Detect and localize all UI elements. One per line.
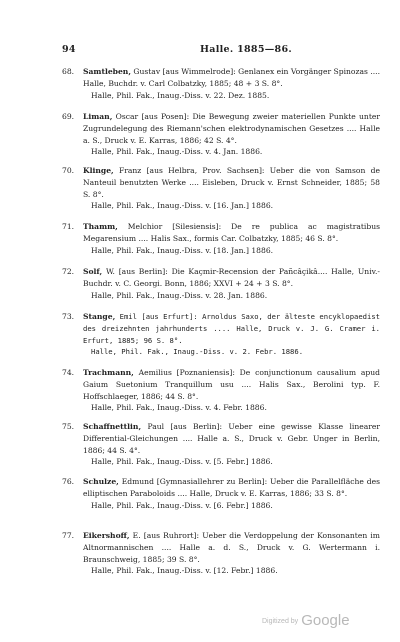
entry-number: 77.: [62, 531, 75, 540]
entry-dissertation: Halle, Phil. Fak., Inaug.-Diss. v. 28. Jan. 1886.: [91, 290, 268, 300]
entry-number: 76.: [62, 477, 75, 486]
entry-number: 73.: [62, 312, 75, 321]
list-item: [62, 367, 380, 414]
entry-author: Eikershoff,: [83, 531, 130, 540]
list-item: [62, 221, 380, 256]
list-item: [62, 530, 380, 577]
watermark-by: Digitized by: [262, 618, 299, 625]
entry-number: 72.: [62, 267, 75, 276]
entry-author: Trachmann,: [83, 368, 134, 377]
entry-dissertation: Halle, Phil. Fak., Inaug.-Diss. v. [12. Febr.] 1886.: [91, 566, 278, 576]
entry-text: Paul [aus Berlin]: Ueber eine gewisse Klasse linearer Differential-Gleichungen .... Halle a. S., Druck v. Gebr. Unger in Berlin, 1886; 44 S. 4°.: [83, 422, 380, 455]
entry-number: 68.: [62, 67, 75, 76]
entry-text: Edmund [Gymnasiallehrer zu Berlin]: Ueber die Parallelfläche des elliptischen Paraboloids .... Halle, Druck v. E. Karras, 1886; 33 S. 8°.: [83, 477, 380, 498]
entry-body: [83, 311, 380, 358]
entry-body: [83, 266, 380, 301]
google-watermark: [262, 612, 350, 630]
entry-number: 75.: [62, 422, 75, 431]
entry-author: Schulze,: [83, 477, 119, 486]
entry-text: Aemilius [Poznaniensis]: De conjunctionum causalium apud Gaium Suetonium Tranquillum usu .... Halis Sax., Berolini typ. F. Hoffschlaeger, 1886; 44 S. 8°.: [83, 368, 380, 401]
page-number: 94: [62, 44, 76, 55]
entry-author: Schaffnettlin,: [83, 422, 142, 431]
entry-dissertation: Halle, Phil. Fak., Inaug.-Diss. v. 4. Febr. 1886.: [91, 403, 267, 413]
entry-dissertation: Halle, Phil. Fak., Inaug.-Diss. v. [16. Jan.] 1886.: [91, 201, 274, 211]
entry-dissertation: Halle, Phil. Fak., Inaug.-Diss. v. 22. Dez. 1885.: [91, 90, 270, 100]
list-item: [62, 266, 380, 301]
entry-author: Stange,: [83, 312, 116, 321]
entry-body: [83, 66, 380, 101]
list-item: [62, 165, 380, 212]
entry-text: W. [aus Berlin]: Die Kaçmir-Recension der Pañcâçikâ.... Halle, Univ.-Buchdr. v. C. Georgi. Bonn, 1886; XXVI + 24 + 3 S. 8°.: [83, 267, 380, 288]
entry-number: 70.: [62, 166, 75, 175]
entry-dissertation: Halle, Phil. Fak., Inaug.-Diss. v. [18. Jan.] 1886.: [91, 245, 274, 255]
list-item: [62, 66, 380, 101]
entry-body: [83, 367, 380, 414]
list-item: [62, 476, 380, 511]
entry-body: [83, 111, 380, 158]
entry-dissertation: Halle, Phil. Fak., Inaug.-Diss. v. [5. Febr.] 1886.: [91, 457, 273, 467]
entry-author: Liman,: [83, 112, 113, 121]
entry-body: [83, 221, 380, 256]
entry-number: 69.: [62, 112, 75, 121]
entry-dissertation: Halle, Phil. Fak., Inaug.-Diss. v. 2. Febr. 1886.: [91, 347, 304, 357]
list-item: [62, 421, 380, 468]
watermark-brand: Google: [301, 612, 350, 629]
entry-author: Thamm,: [83, 222, 118, 231]
entry-body: [83, 165, 380, 212]
entry-author: Klinge,: [83, 166, 114, 175]
entry-text: Gustav [aus Wimmelrode]: Genlanex ein Vorgänger Spinozas .... Halle, Buchdr. v. Carl Colbatzky, 1885; 48 + 3 S. 8°.: [83, 67, 380, 88]
entry-text: E. [aus Ruhrort]: Ueber die Verdoppelung der Konsonanten im Altnormannischen .... Halle a. d. S., Druck v. G. Wertermann i. Braunschweig, 1885; 39 S. 8°.: [83, 531, 380, 564]
running-title: Halle. 1885—86.: [200, 44, 292, 55]
entry-text: Franz [aus Helbra, Prov. Sachsen]: Ueber die von Samson de Nanteuil benutzten Werke .... Eisleben, Druck v. Ernst Schneider, 1885; 58 S. 8°.: [83, 166, 380, 199]
list-item: [62, 111, 380, 158]
entry-number: 71.: [62, 222, 75, 231]
entry-author: Samtleben,: [83, 67, 131, 76]
entry-text: Oscar [aus Posen]: Die Bewegung zweier materiellen Punkte unter Zugrundelegung des Riemann'schen elektrodynamischen Gesetzes .... Halle a. S., Druck v. E. Karras, 1886; 42 S. 4°.: [83, 112, 380, 145]
list-item: [62, 311, 380, 358]
entry-text: Emil [aus Erfurt]: Arnoldus Saxo, der älteste encyklopaedist des dreizehnten jahrhunderts .... Halle, Druck v. J. G. Cramer i. Erfurt, 1885; 96 S. 8°.: [83, 312, 380, 345]
entry-dissertation: Halle, Phil. Fak., Inaug.-Diss. v. [6. Febr.] 1886.: [91, 500, 273, 510]
entry-body: [83, 421, 380, 468]
entry-body: [83, 530, 380, 577]
entry-body: [83, 476, 380, 511]
entry-author: Solf,: [83, 267, 103, 276]
entry-text: Melchior [Silesiensis]: De re publica ac magistratibus Megarensium .... Halis Sax., formis Car. Colbatzky, 1885; 46 S. 8°.: [83, 222, 380, 243]
page-header: [62, 44, 378, 58]
entry-number: 74.: [62, 368, 75, 377]
entry-dissertation: Halle, Phil. Fak., Inaug.-Diss. v. 4. Jan. 1886.: [91, 147, 263, 157]
